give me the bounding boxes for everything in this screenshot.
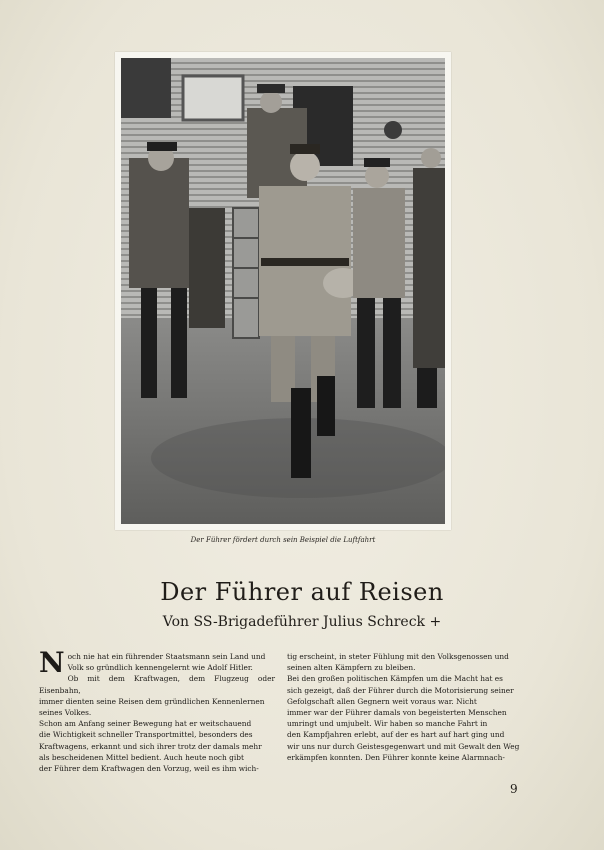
photo-caption: Der Führer fördert durch sein Beispiel die Luftfahrt (190, 536, 376, 544)
text-line: Ob mit dem Kraftwagen, dem Flugzeug oder Eisenbahn, (39, 674, 275, 695)
text-line: sich gezeigt, daß der Führer durch die Motorisierung seiner (287, 685, 514, 695)
text-line: Kraftwagens, erkannt und sich ihrer trotz der damals mehr (39, 741, 262, 751)
text-line: umringt und umjubelt. Wir haben so manche Fahrt in (287, 719, 488, 729)
text-line: seines Volkes. (39, 708, 92, 718)
text-line: als bescheidenen Mittel bedient. Auch heute noch gibt (39, 752, 244, 762)
text-line: der Führer dem Kraftwagen den Vorzug, weil es ihm wich- (39, 764, 259, 774)
text-line: Schon am Anfang seiner Bewegung hat er weitschauend (39, 719, 252, 729)
text-line: den Kampfjahren erlebt, auf der es hart auf hart ging und (287, 730, 505, 740)
text-column-left (39, 646, 275, 774)
article-byline: Von SS-Brigadeführer Julius Schreck + (162, 614, 442, 630)
text-line: erkämpfen konnten. Den Führer konnte keine Alarmnach- (287, 752, 505, 762)
text-line: Bei den großen politischen Kämpfen um die Macht hat es (287, 674, 503, 684)
photo-frame (115, 52, 451, 530)
text-line: wir uns nur durch Geistesgegenwart und mit Gewalt den Weg (287, 741, 520, 751)
drop-cap: N (39, 646, 65, 679)
page-number: 9 (510, 782, 518, 796)
text-line: seinen alten Kämpfern zu bleiben. (287, 663, 416, 673)
text-line: tig erscheint, in steter Fühlung mit den Volksgenossen und (287, 652, 509, 661)
article-title: Der Führer auf Reisen (160, 578, 444, 606)
photograph (121, 58, 445, 524)
text-line: Volk so gründlich kennengelernt wie Adolf Hitler. (67, 663, 253, 673)
text-line: immer war der Führer damals von begeisterten Menschen (287, 708, 507, 718)
text-line: immer dienten seine Reisen dem gründlichen Kennenlernen (39, 696, 265, 706)
text-line: och nie hat ein führender Staatsmann sein Land und (67, 652, 266, 661)
photograph-illustration (121, 58, 445, 524)
text-column-right (287, 651, 523, 763)
text-line: Gefolgschaft allen Gegnern weit voraus war. Nicht (287, 696, 477, 706)
text-line: die Wichtigkeit schneller Transportmittel, besonders des (39, 730, 253, 740)
